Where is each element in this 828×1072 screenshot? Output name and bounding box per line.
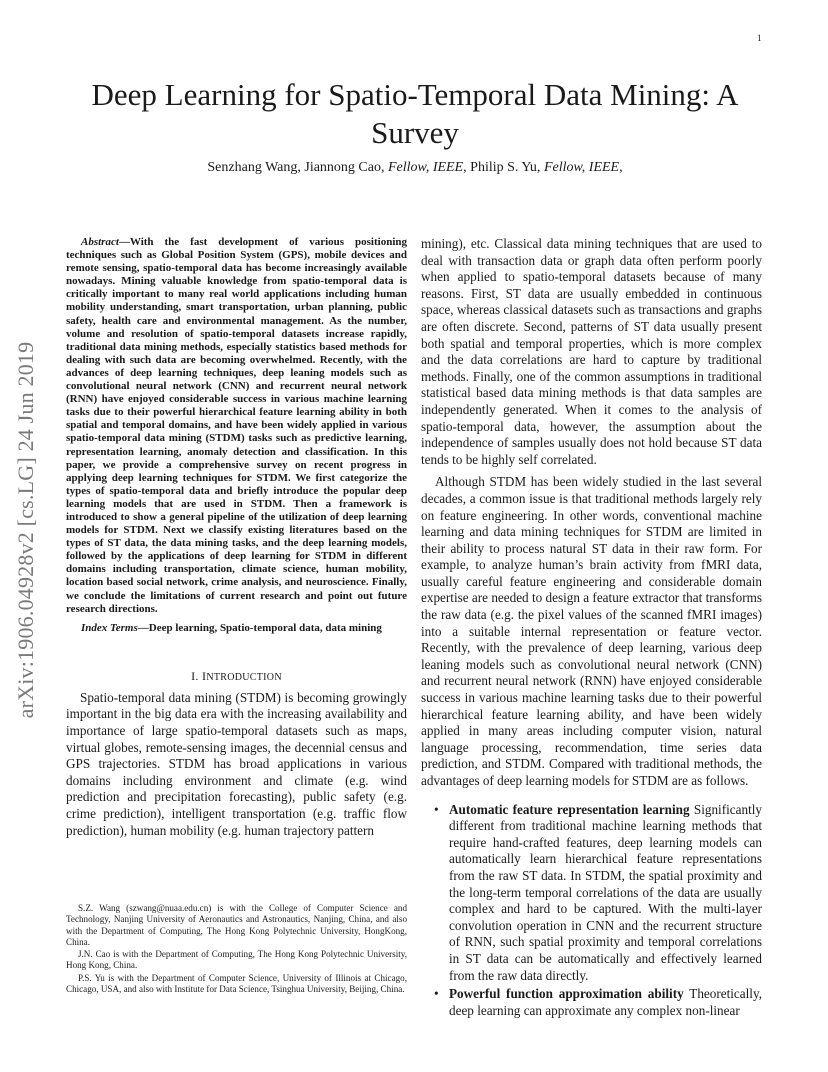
index-terms-text: —Deep learning, Spatio-temporal data, data mining [137,621,382,634]
index-terms [66,622,407,635]
author-fellow-2: Fellow, IEEE [543,160,620,175]
paragraph-advantages-intro: Although STDM has been widely studied in the last several decades, a common issue is that traditional methods largely rely on feature engineering. In other words, conventional machine learning and data mining techniques for STDM are limited in their ability to process natural ST data in their raw form. For example, to analyze human’s brain activity from fMRI data, usually careful feature engineering and considerable domain expertise are needed to design a feature extractor that transforms the raw data (e.g. the pixel values of the scanned fMRI images) into a suitable internal representation or feature vector. Recently, with the prevalence of deep learning, various deep leaning models such as convolutional neural network (CNN) and recurrent neural network (RNN) have enjoyed considerable success in various machine learning tasks due to their powerful hierarchical feature learning ability, and have been widely applied in many areas including computer vision, natural language processing, recommendation, time series data prediction, and STDM. Compared with traditional methods, the advantages of deep learning models for STDM are as follows. [421,474,762,788]
author-fellow-1: Fellow, IEEE [387,160,464,175]
section-heading-introduction [66,669,407,684]
footnotes [66,903,407,996]
index-terms-label: Index Terms [81,621,138,634]
list-item-text: Significantly different from traditional machine learning methods that require hand-crafted features, deep learning models can automatically learn hierarchical feature representations from the raw ST data. In STDM, the spatial proximity and the long-term temporal correlations of the data are usually complex and hard to be captured. With the multi-layer convolution operation in CNN and the recurrent structure of RNN, such spatial proximity and temporal correlations in ST data can be automatically and effectively learned from the raw data directly. [449,801,762,983]
bullet-marker: • [434,801,439,817]
author-names-2: , Philip S. Yu, [463,160,544,175]
footnote-wang: S.Z. Wang (szwang@nuaa.edu.cn) is with the College of Computer Science and Technology, Nanjing University of Aeronautics and Astronautics, Nanjing, China, and also with the Department of Computing, The Hong Kong Polytechnic University, HongKong, China. [66,903,407,947]
bullet-marker: • [434,986,439,1002]
footnote-cao: J.N. Cao is with the Department of Computing, The Hong Kong Polytechnic University, Hong Kong, China. [66,949,407,971]
list-item [421,802,762,985]
list-item-heading: Automatic feature representation learning [449,801,690,817]
paragraph-continuation: mining), etc. Classical data mining techniques that are used to deal with transaction data or graph data often perform poorly when applied to spatio-temporal datasets because of many reasons. First, ST data are usually embedded in continuous space, whereas classical datasets such as transactions and graphs are often discrete. Second, patterns of ST data usually present both spatial and temporal properties, which is more complex and the data correlations are hard to capture by traditional methods. Finally, one of the common assumptions in traditional statistical based data mining methods is that data samples are independently generated. When it comes to the analysis of spatio-temporal data, however, the assumption about the independence of samples usually does not hold because ST data tends to be highly self correlated. [421,236,762,467]
author-line [60,160,770,176]
footnote-yu: P.S. Yu is with the Department of Computer Science, University of Illinois at Chicago, Chicago, USA, and also with Institute for Data Science, Tsinghua University, Beijing, China. [66,972,407,995]
author-names-3: , [619,160,623,175]
list-item [421,986,762,1019]
author-names-1: Senzhang Wang, Jiannong Cao, [207,160,388,175]
section-rest: NTRODUCTION [206,671,282,683]
right-column [421,236,762,1021]
abstract [66,236,407,616]
arxiv-side-stamp [6,300,46,760]
abstract-label: Abstract [81,236,119,248]
left-column [66,236,407,839]
paper-title: Deep Learning for Spatio-Temporal Data Mining: A Survey [91,77,739,150]
advantages-list [421,802,762,1020]
abstract-text: —With the fast development of various positioning techniques such as Global Position System (GPS), mobile devices and remote sensing, spatio-temporal data has become increasingly available nowadays. Mining valuable knowledge from spatio-temporal data is critically important to many real world applications including human mobility understanding, smart transportation, urban planning, public safety, health care and environmental management. As the number, volume and resolution of spatio-temporal datasets increase rapidly, traditional data mining methods, especially statistics based methods for dealing with such data are becoming overwhelmed. Recently, with the advances of deep learning techniques, deep leaning models such as convolutional neural network (CNN) and recurrent neural network (RNN) have enjoyed considerable success in various machine learning tasks due to their powerful hierarchical feature learning ability in both spatial and temporal domains, and have been widely applied in various spatio-temporal data mining (STDM) tasks such as predictive learning, representation learning, anomaly detection and classification. In this paper, we provide a comprehensive survey on recent progress in applying deep learning techniques for STDM. We first categorize the types of spatio-temporal data and briefly introduce the popular deep learning models that are used in STDM. Then a framework is introduced to show a general pipeline of the utilization of deep learning models for STDM. Next we classify existing literatures based on the types of ST data, the data mining tasks, and the deep learning models, followed by the applications of deep learning for STDM in different domains including transportation, climate science, human mobility, location based social network, crime analysis, and neuroscience. Finally, we conclude the limitations of current research and point out future research directions. [66,236,407,615]
list-item-text: Theoretically, deep learning can approximate any complex non-linear [449,986,762,1018]
section-numeral: I. [191,668,203,683]
arxiv-stamp-text: arXiv:1906.04928v2 [cs.LG] 24 Jun 2019 [13,341,38,719]
page-number: 1 [757,33,762,43]
intro-paragraph: Spatio-temporal data mining (STDM) is becoming growingly important in the big data era with the increasing availability and importance of large spatio-temporal datasets such as maps, virtual globes, remote-sensing images, the decennial census and GPS trajectories. STDM has broad applications in various domains including environment and climate (e.g. wind prediction and precipitation forecasting), public safety (e.g. crime prediction), intelligent transportation (e.g. traffic flow prediction), human mobility (e.g. human trajectory pattern [66,689,407,838]
section-first-letter: I [202,668,207,683]
list-item-heading: Powerful function approximation ability [449,986,684,1002]
